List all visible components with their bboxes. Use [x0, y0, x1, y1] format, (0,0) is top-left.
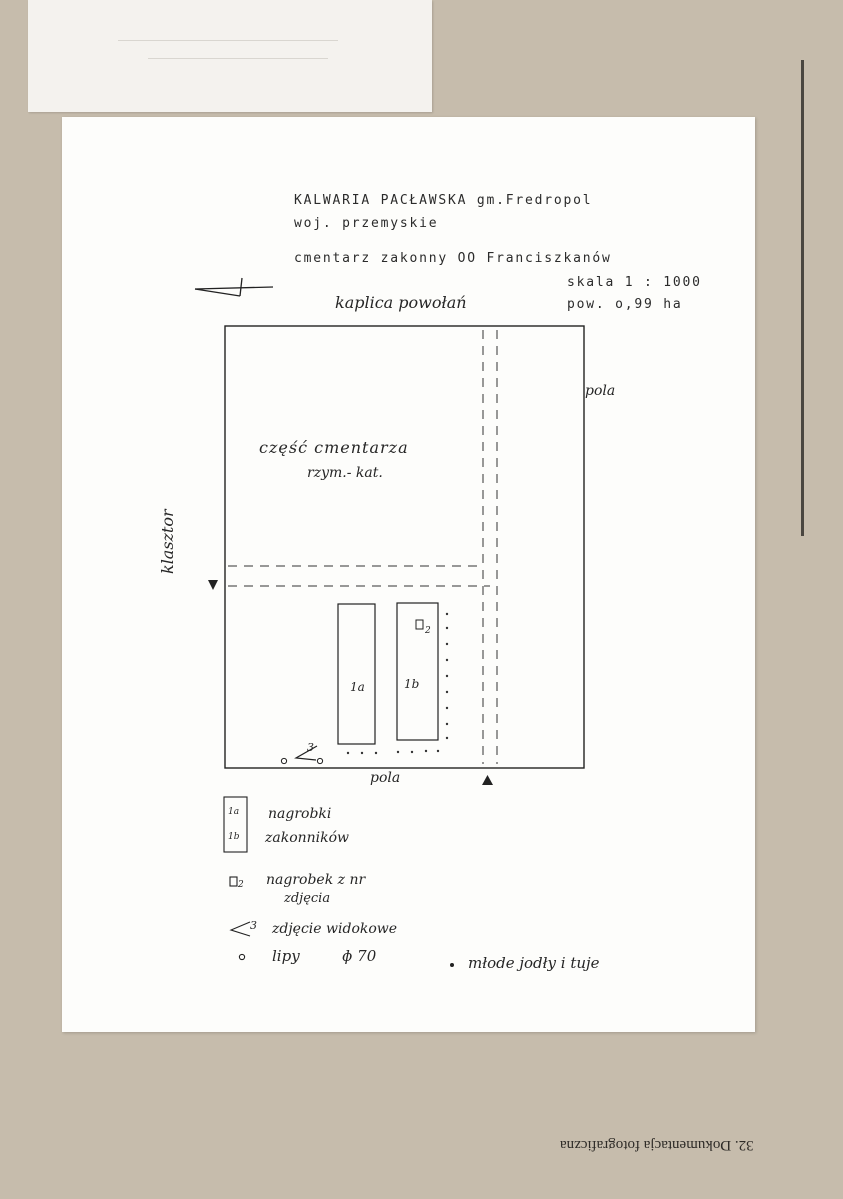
page-caption: 32. Dokumentacja fotograficzna	[560, 1137, 754, 1153]
legend-grave-number: 2	[238, 880, 244, 890]
legend-graves-line-2: zakonników	[265, 830, 350, 846]
legend-lime-tree-icon	[239, 954, 244, 959]
section-label-line-1: część cmentarza	[259, 438, 409, 457]
legend-view-angle-icon	[231, 922, 250, 936]
legend-view-label: zdjęcie widokowe	[272, 921, 398, 937]
lime-tree-icon	[281, 758, 286, 763]
plot-1a-label: 1a	[350, 680, 365, 694]
bottom-label: pola	[370, 770, 401, 786]
header-line-3: cmentarz zakonny OO Franciszkanów	[294, 251, 612, 266]
top-label: kaplica powołań	[335, 293, 467, 312]
header-line-1: KALWARIA PACŁAWSKA gm.Fredropol	[294, 193, 593, 208]
grave-marker-number: 2	[425, 626, 431, 636]
plot-1b	[397, 603, 438, 740]
legend-young-trees-label: młode jodły i tuje	[468, 954, 600, 972]
left-label: klasztor	[158, 509, 177, 574]
legend-view-number: 3	[250, 919, 257, 932]
legend-plot-box	[224, 797, 247, 852]
plot-1a	[338, 604, 375, 744]
scale-text: skala 1 : 1000	[567, 275, 702, 290]
area-text: pow. o,99 ha	[567, 297, 683, 312]
north-arrow-icon	[195, 278, 273, 296]
monastery-entrance-icon	[208, 580, 218, 590]
legend-box-bottom: 1b	[228, 832, 240, 842]
header-line-2: woj. przemyskie	[294, 216, 439, 231]
path-lines	[228, 330, 497, 764]
legend-trees-size: ɸ 70	[342, 947, 377, 965]
legend-box-top: 1a	[228, 807, 240, 817]
legend-trees-label: lipy	[272, 947, 300, 965]
legend-young-tree-icon	[450, 963, 454, 967]
right-label: pola	[585, 383, 616, 399]
plot-1b-label: 1b	[404, 677, 420, 691]
cemetery-boundary	[225, 326, 584, 768]
legend-graves-line-1: nagrobki	[268, 806, 332, 822]
section-label-line-2: rzym.- kat.	[307, 465, 383, 481]
photo-marker-number: 3	[307, 741, 314, 754]
legend-photo-grave-line-2: zdjęcia	[284, 891, 331, 906]
grave-marker-icon	[416, 620, 423, 629]
legend-photo-grave-line-1: nagrobek z nr	[266, 872, 366, 888]
legend-grave-marker-icon	[230, 877, 237, 886]
field-entrance-icon	[482, 775, 493, 785]
lime-tree-icon	[317, 758, 322, 763]
